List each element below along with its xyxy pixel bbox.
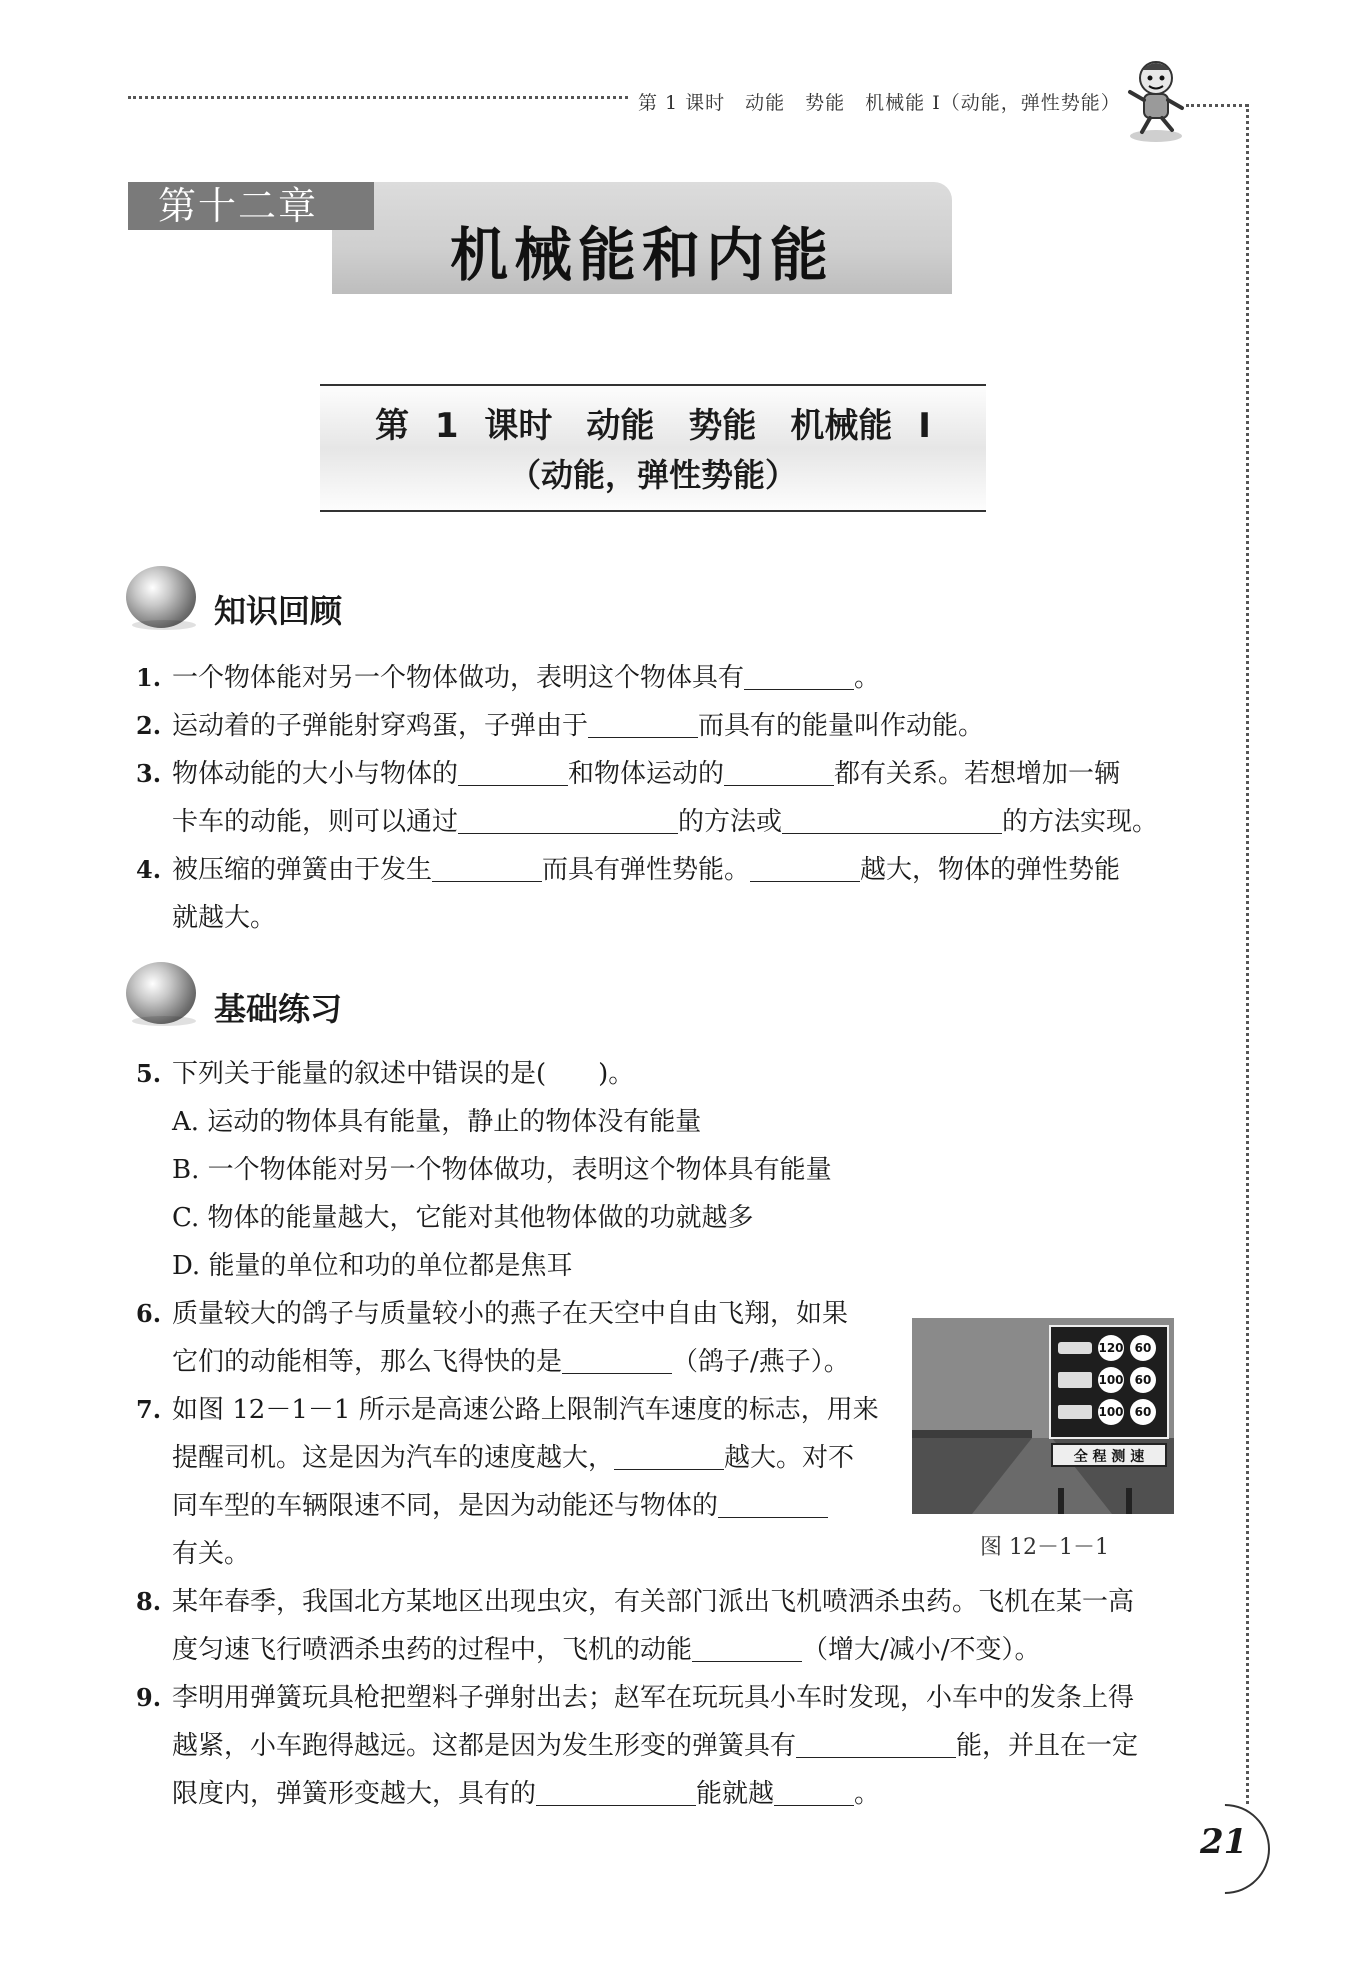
question-number: 9. (136, 1683, 162, 1712)
speed-max: 120 (1098, 1335, 1124, 1361)
mascot-icon (1120, 56, 1192, 146)
option-a: A. 运动的物体具有能量，静止的物体没有能量 (172, 1107, 702, 1137)
speed-min: 60 (1130, 1367, 1156, 1393)
page-number: 21 (1200, 1822, 1248, 1862)
car-icon (1058, 1342, 1092, 1354)
bus-icon (1058, 1372, 1092, 1388)
option-b: B. 一个物体能对另一个物体做功，表明这个物体具有能量 (172, 1155, 832, 1185)
section-title-review: 知识回顾 (214, 592, 343, 630)
truck-icon (1058, 1405, 1092, 1419)
question-number: 5. (136, 1059, 162, 1088)
globe-icon (126, 566, 196, 628)
speed-max: 100 (1098, 1367, 1124, 1393)
chapter-title: 机械能和内能 (449, 221, 834, 289)
header-dotted-rule (128, 96, 628, 99)
speed-limit-sign-photo (912, 1318, 1174, 1514)
question-number: 3. (136, 759, 162, 788)
speed-min: 60 (1130, 1399, 1156, 1425)
sign-rows (1052, 1332, 1166, 1428)
speed-max: 100 (1098, 1399, 1124, 1425)
sign-row-truck (1052, 1396, 1166, 1428)
right-margin-dotted-rule (1246, 104, 1249, 1804)
lesson-title: 第 1 课时 动能 势能 机械能 I (375, 406, 931, 446)
lesson-subtitle: （动能，弹性势能） (508, 456, 797, 494)
option-c: C. 物体的能量越大，它能对其他物体做的功就越多 (172, 1203, 754, 1233)
chapter-label: 第十二章 (128, 182, 374, 230)
question-number: 8. (136, 1587, 162, 1616)
sign-row-car (1052, 1332, 1166, 1364)
globe-icon (126, 962, 196, 1024)
question-number: 4. (136, 855, 162, 884)
header-dotted-rule-right (1186, 104, 1248, 107)
question-number: 2. (136, 711, 162, 740)
section-title-practice: 基础练习 (214, 990, 343, 1028)
question-number: 1. (136, 663, 162, 692)
option-d: D. 能量的单位和功的单位都是焦耳 (172, 1251, 573, 1281)
question-number: 6. (136, 1299, 162, 1328)
speed-min: 60 (1130, 1335, 1156, 1361)
sign-footer: 全 程 测 速 (1073, 1449, 1145, 1465)
figure-caption: 图 12－1－1 (980, 1535, 1109, 1560)
question-number: 7. (136, 1395, 162, 1424)
running-header: 第 1 课时 动能 势能 机械能 I（动能，弹性势能） (638, 92, 1121, 114)
sign-row-bus (1052, 1364, 1166, 1396)
